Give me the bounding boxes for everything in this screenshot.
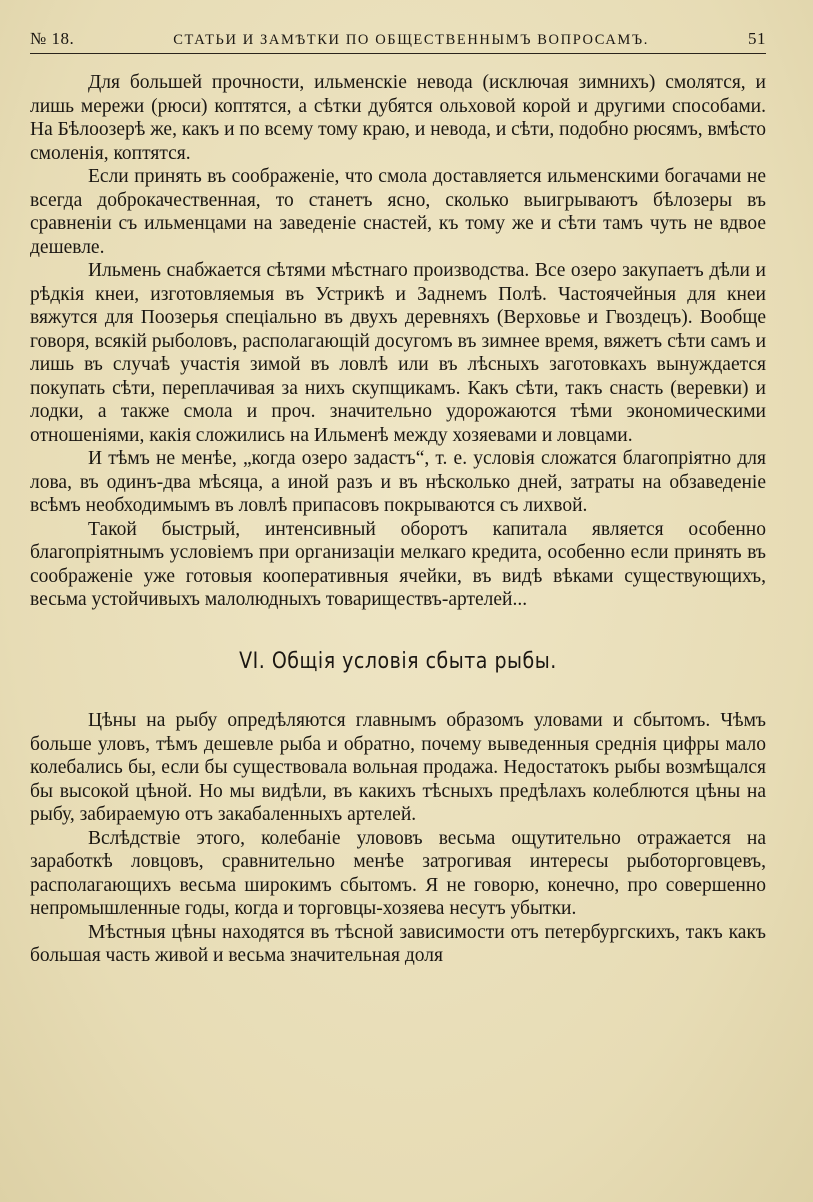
header-rule <box>30 53 766 54</box>
page-number: 51 <box>748 29 766 48</box>
paragraph: Цѣны на рыбу опредѣляются главнымъ образомъ уловами и сбытомъ. Чѣмъ больше уловъ, тѣмъ дешевле рыба и обратно, почему выведенныя среднія цифры мало колебались бы, если бы существовала вольная продажа. Недостатокъ рыбы возмѣщался бы высокой цѣной. Но мы видѣли, въ какихъ тѣсныхъ предѣлахъ колеблются цѣны на рыбу, забираемую отъ закабаленныхъ артелей. <box>30 710 766 825</box>
paragraph: Ильмень снабжается сѣтями мѣстнаго производства. Все озеро закупаетъ дѣли и рѣдкія кнеи, изготовляемыя въ Устрикѣ и Заднемъ Полѣ. Частоячейныя для кнеи вяжутся для Поозерья спеціально въ двухъ деревняхъ (Верховье и Гвоздецъ). Вообще говоря, всякій рыболовъ, располагающій досугомъ въ зимнее время, вяжетъ сѣти самъ и лишь въ случаѣ участія зимой въ ловлѣ или въ лѣсныхъ заготовкахъ вынуждается покупать сѣти, переплачивая за нихъ скупщикамъ. Какъ сѣти, такъ снасть (веревки) и лодки, а также смола и проч. значительно удорожаются тѣми экономическими отношеніями, какія сложились на Ильменѣ между хозяевами и ловцами. <box>30 260 766 446</box>
section-heading: VI. Общія условія сбыта рыбы. <box>239 647 557 674</box>
paragraph: Мѣстныя цѣны находятся въ тѣсной зависимости отъ петербургскихъ, такъ какъ большая часть живой и весьма значительная доля <box>30 921 766 966</box>
paragraph: Для большей прочности, ильменскіе невода (исключая зимнихъ) смолятся, и лишь мережи (рюси) коптятся, а сѣтки дубятся ольховой корой и другими способами. На Бѣлоозерѣ же, какъ и по всему тому краю, и невода, и сѣти, подобно рюсямъ, вмѣсто смоленія, коптятся. <box>30 72 766 164</box>
running-title: СТАТЬИ И ЗАМѢТКИ ПО ОБЩЕСТВЕННЫМЪ ВОПРОСАМЪ. <box>173 32 649 48</box>
running-head <box>30 29 766 55</box>
paragraph: Вслѣдствіе этого, колебаніе улововъ весьма ощутительно отражается на заработкѣ ловцовъ, сравнительно менѣе затрогивая интересы рыботорговцевъ, располагающихъ весьма широкимъ сбытомъ. Я не говорю, конечно, про совершенно непромышленные годы, когда и торговцы-хозяева несутъ убытки. <box>30 827 766 919</box>
body-text <box>30 71 766 968</box>
paragraph: И тѣмъ не менѣе, „когда озеро задастъ“, т. е. условія сложатся благопріятно для лова, въ одинъ-два мѣсяца, а иной разъ и въ нѣсколько дней, затраты на обзаведеніе всѣмъ необходимымъ въ ловлѣ припасовъ покрываются съ лихвой. <box>30 448 766 516</box>
issue-number: № 18. <box>30 29 75 48</box>
paragraph: Если принять въ соображеніе, что смола доставляется ильменскими богачами не всегда доброкачественная, то станетъ ясно, сколько выигрываютъ бѣлозеры въ сравненіи съ ильменцами на заведеніе снастей, къ тому же и сѣти тамъ чуть не вдвое дешевле. <box>30 166 766 258</box>
paragraph: Такой быстрый, интенсивный оборотъ капитала является особенно благопріятнымъ условіемъ при организаціи мелкаго кредита, особенно если принять въ соображеніе уже готовыя кооперативныя ячейки, въ видѣ вѣками существующихъ, весьма устойчивыхъ малолюдныхъ товариществъ-артелей... <box>30 518 766 610</box>
